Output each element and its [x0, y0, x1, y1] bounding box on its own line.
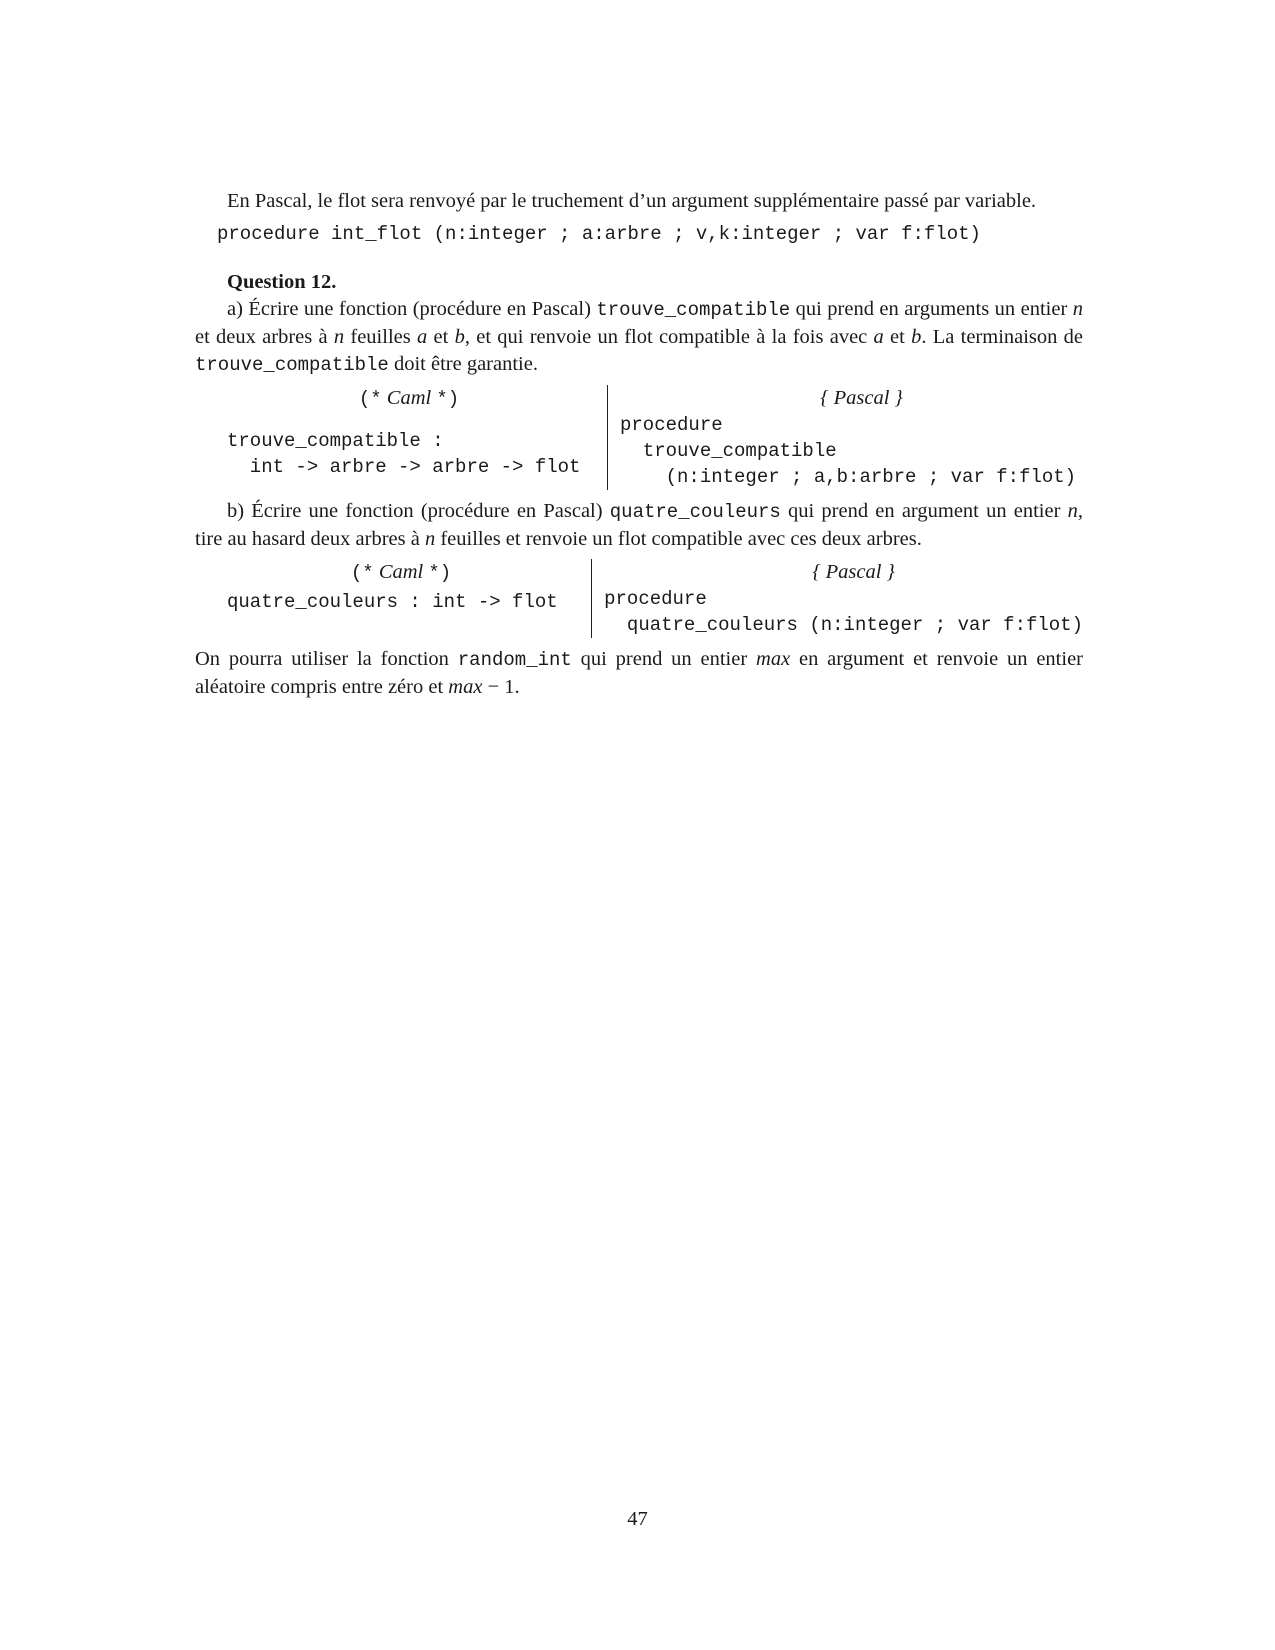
pascal-signature: procedure quatre_couleurs (n:integer ; var f:flot): [604, 588, 1083, 636]
page-number: 47: [627, 1508, 648, 1530]
pascal-header: { Pascal }: [820, 387, 903, 409]
inline-code: trouve_compatible: [596, 299, 791, 321]
part-a-paragraph: a) Écrire une fonction (procédure en Pascal) trouve_compatible qui prend en arguments un entier n et deux arbres à n feuilles a et b, et qui renvoie un flot compatible à la fois avec a et b. La terminaison de trouve_compatible doit être garantie.: [195, 298, 1084, 376]
pascal-column: [608, 385, 1083, 490]
caml-signature: quatre_couleurs : int -> flot: [227, 591, 558, 613]
inline-code: random_int: [457, 649, 572, 671]
pascal-header: { Pascal }: [812, 561, 895, 583]
intro-paragraph: En Pascal, le flot sera renvoyé par le truchement d’un argument supplémentaire passé par variable.: [227, 190, 1037, 212]
page-content: [195, 188, 1083, 701]
part-b-paragraph: b) Écrire une fonction (procédure en Pascal) quatre_couleurs qui prend en argument un entier n, tire au hasard deux arbres à n feuilles et renvoie un flot compatible avec ces deux arbres.: [195, 500, 1084, 550]
pascal-column: [592, 559, 1083, 638]
inline-code: trouve_compatible: [195, 354, 389, 376]
signature-table-a: [195, 385, 1083, 490]
caml-column: [195, 385, 608, 490]
question-title: Question 12.: [227, 271, 337, 293]
caml-column: [195, 559, 592, 638]
caml-header: (* Caml *): [350, 561, 452, 584]
intro-code: procedure int_flot (n:integer ; a:arbre ; v,k:integer ; var f:flot): [217, 223, 981, 245]
inline-code: quatre_couleurs: [609, 501, 781, 523]
caml-signature: trouve_compatible : int -> arbre -> arbre -> flot: [227, 430, 581, 478]
note-paragraph: On pourra utiliser la fonction random_int qui prend un entier max en argument et renvoie un entier aléatoire compris entre zéro et max − 1.: [195, 648, 1083, 698]
caml-header: (* Caml *): [358, 387, 460, 410]
pascal-signature: procedure trouve_compatible (n:integer ; a,b:arbre ; var f:flot): [620, 414, 1077, 488]
signature-table-b: [195, 559, 1083, 638]
